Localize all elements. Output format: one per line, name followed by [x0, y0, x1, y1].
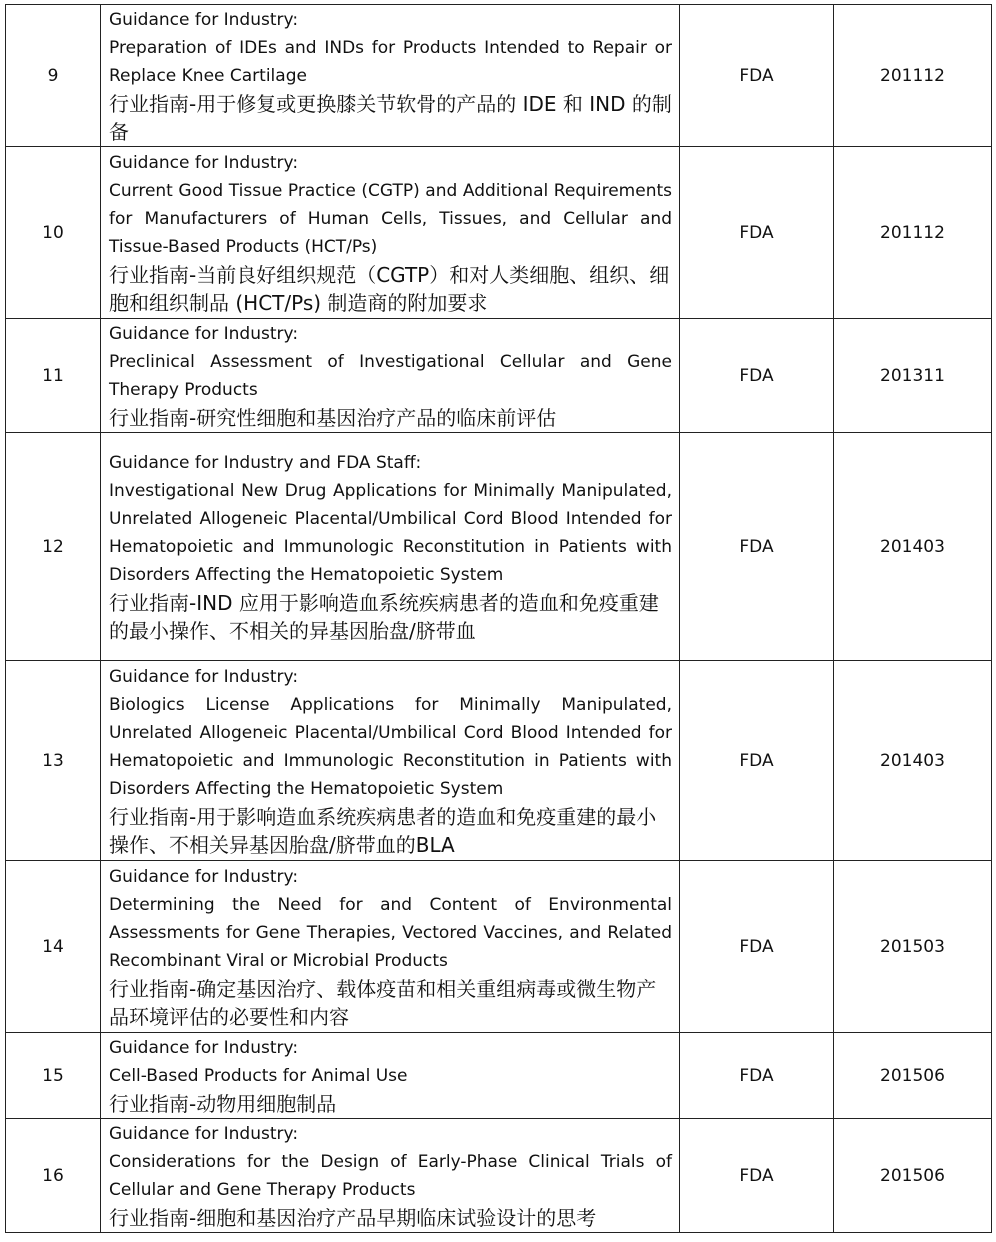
- title-cell: [101, 433, 680, 661]
- english-title: Biologics License Applications for Minimally Manipulated, Unrelated Allogeneic Placental/Umbilical Cord Blood Intended for Hematopoietic and Immunologic Reconstitution in Patients with Disorders Affecting the Hematopoietic System: [109, 694, 672, 799]
- table-row: [6, 433, 992, 661]
- guidance-heading: Guidance for Industry:: [109, 1123, 299, 1144]
- chinese-title: 行业指南-用于修复或更换膝关节软骨的产品的 IDE 和 IND 的制备: [109, 91, 672, 144]
- agency-cell: FDA: [680, 319, 834, 433]
- date-cell: 201112: [834, 147, 992, 319]
- chinese-title: 行业指南-动物用细胞制品: [109, 1091, 337, 1116]
- chinese-title: 行业指南-当前良好组织规范（CGTP）和对人类细胞、组织、细胞和组织制品 (HCT/Ps) 制造商的附加要求: [109, 262, 670, 315]
- table-row: [6, 147, 992, 319]
- date-cell: 201311: [834, 319, 992, 433]
- chinese-title: 行业指南-确定基因治疗、载体疫苗和相关重组病毒或微生物产品环境评估的必要性和内容: [109, 976, 657, 1029]
- guidance-heading: Guidance for Industry:: [109, 1037, 299, 1058]
- title-cell: [101, 861, 680, 1033]
- guidance-heading: Guidance for Industry:: [109, 666, 299, 687]
- english-title: Considerations for the Design of Early-Phase Clinical Trials of Cellular and Gene Therapy Products: [109, 1151, 672, 1200]
- guidance-heading: Guidance for Industry:: [109, 323, 299, 344]
- row-number: 11: [6, 319, 101, 433]
- agency-cell: FDA: [680, 1119, 834, 1233]
- date-cell: 201112: [834, 5, 992, 147]
- row-number: 10: [6, 147, 101, 319]
- english-title: Determining the Need for and Content of Environmental Assessments for Gene Therapies, Vectored Vaccines, and Related Recombinant Viral or Microbial Products: [109, 894, 672, 971]
- agency-cell: FDA: [680, 661, 834, 861]
- guidance-heading: Guidance for Industry:: [109, 866, 299, 887]
- title-cell: [101, 5, 680, 147]
- document-page: [5, 4, 991, 1233]
- date-cell: 201506: [834, 1119, 992, 1233]
- chinese-title: 行业指南-研究性细胞和基因治疗产品的临床前评估: [109, 405, 557, 430]
- title-cell: [101, 1119, 680, 1233]
- english-title: Preparation of IDEs and INDs for Products Intended to Repair or Replace Knee Cartilage: [109, 37, 672, 86]
- table-row: [6, 1033, 992, 1119]
- agency-cell: FDA: [680, 1033, 834, 1119]
- title-cell: [101, 1033, 680, 1119]
- english-title: Current Good Tissue Practice (CGTP) and Additional Requirements for Manufacturers of Human Cells, Tissues, and Cellular and Tissue-Based Products (HCT/Ps): [109, 180, 672, 257]
- english-title: Cell-Based Products for Animal Use: [109, 1065, 408, 1086]
- date-cell: 201506: [834, 1033, 992, 1119]
- agency-cell: FDA: [680, 5, 834, 147]
- row-number: 14: [6, 861, 101, 1033]
- guidance-heading: Guidance for Industry:: [109, 9, 299, 30]
- title-cell: [101, 319, 680, 433]
- chinese-title: 行业指南-用于影响造血系统疾病患者的造血和免疫重建的最小操作、不相关异基因胎盘/脐带血的BLA: [109, 804, 657, 857]
- table-row: [6, 1119, 992, 1233]
- row-number: 9: [6, 5, 101, 147]
- table-row: [6, 661, 992, 861]
- date-cell: 201503: [834, 861, 992, 1033]
- agency-cell: FDA: [680, 433, 834, 661]
- guidance-heading: Guidance for Industry and FDA Staff:: [109, 452, 422, 473]
- row-number: 13: [6, 661, 101, 861]
- row-number: 16: [6, 1119, 101, 1233]
- date-cell: 201403: [834, 661, 992, 861]
- row-number: 12: [6, 433, 101, 661]
- table-row: [6, 319, 992, 433]
- table-row: [6, 861, 992, 1033]
- english-title: Preclinical Assessment of Investigational Cellular and Gene Therapy Products: [109, 351, 672, 400]
- english-title: Investigational New Drug Applications for Minimally Manipulated, Unrelated Allogeneic Placental/Umbilical Cord Blood Intended for Hematopoietic and Immunologic Reconstitution in Patients with Disorders Affecting the Hematopoietic System: [109, 480, 672, 585]
- chinese-title: 行业指南-IND 应用于影响造血系统疾病患者的造血和免疫重建的最小操作、不相关的异基因胎盘/脐带血: [109, 590, 659, 643]
- title-cell: [101, 147, 680, 319]
- title-cell: [101, 661, 680, 861]
- agency-cell: FDA: [680, 861, 834, 1033]
- guidance-heading: Guidance for Industry:: [109, 152, 299, 173]
- row-number: 15: [6, 1033, 101, 1119]
- chinese-title: 行业指南-细胞和基因治疗产品早期临床试验设计的思考: [109, 1205, 597, 1230]
- date-cell: 201403: [834, 433, 992, 661]
- agency-cell: FDA: [680, 147, 834, 319]
- guidance-table: [5, 4, 992, 1233]
- table-row: [6, 5, 992, 147]
